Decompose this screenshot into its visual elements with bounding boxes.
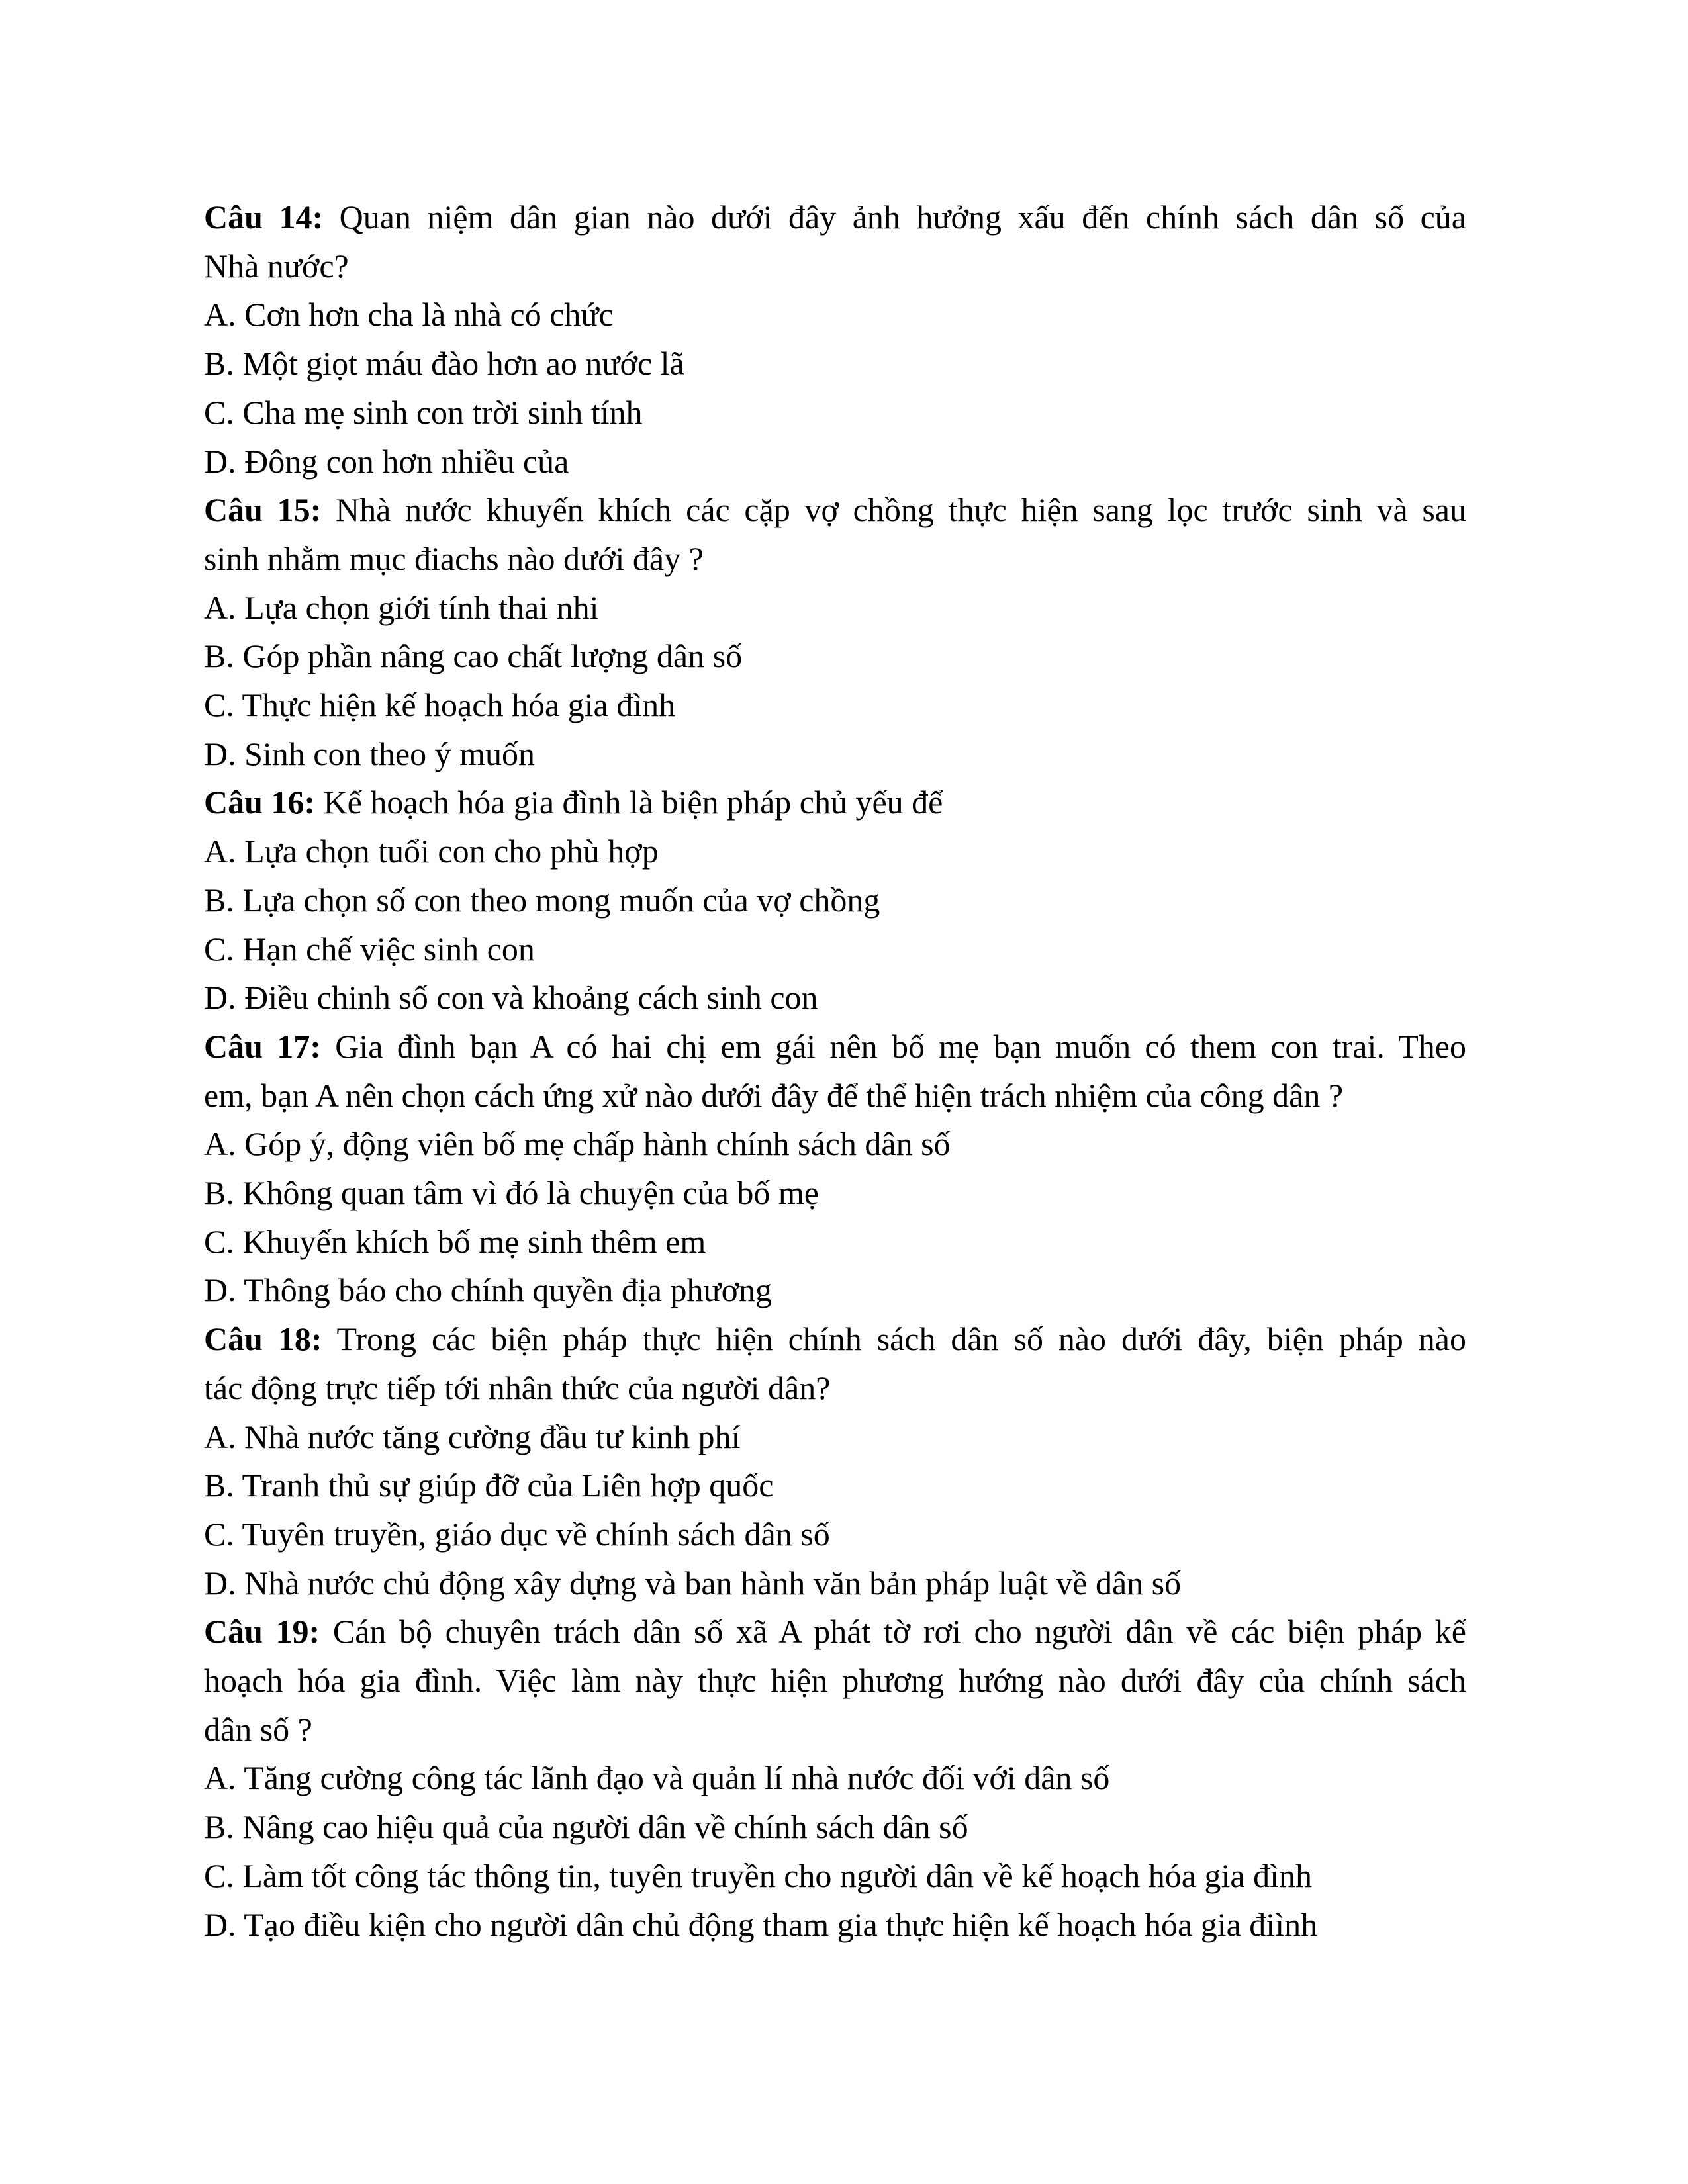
question-stem-text: tác động trực tiếp tới nhân thức của người dân? xyxy=(204,1369,831,1406)
question-label: Câu 17: xyxy=(204,1027,321,1065)
answer-option: B. Một giọt máu đào hơn ao nước lã xyxy=(204,345,684,383)
answer-option: C. Làm tốt công tác thông tin, tuyên truyền cho người dân về kế hoạch hóa gia đình xyxy=(204,1856,1312,1894)
question-stem-line xyxy=(204,242,1466,291)
question-stem-text: hoạch hóa gia đình. Việc làm này thực hiện phương hướng nào dưới đây của chính sách xyxy=(204,1662,1466,1700)
question-19 xyxy=(204,1608,1466,1949)
question-stem-text: dân số ? xyxy=(204,1710,312,1748)
question-stem-line xyxy=(204,1023,1466,1071)
question-stem-text: Kế hoạch hóa gia đình là biện pháp chủ yếu để xyxy=(323,784,943,821)
answer-option: D. Sinh con theo ý muốn xyxy=(204,735,535,772)
question-18 xyxy=(204,1315,1466,1608)
question-stem-text: Gia đình bạn A có hai chị em gái nên bố mẹ bạn muốn có them con trai. Theo xyxy=(335,1027,1467,1065)
answer-option: C. Tuyên truyền, giáo dục về chính sách dân số xyxy=(204,1515,830,1553)
question-stem-text: Nhà nước khuyến khích các cặp vợ chồng thực hiện sang lọc trước sinh và sau xyxy=(336,491,1467,529)
answer-option: D. Đông con hơn nhiều của xyxy=(204,442,569,480)
question-17 xyxy=(204,1023,1466,1315)
answer-option: C. Khuyến khích bố mẹ sinh thêm em xyxy=(204,1222,706,1260)
question-stem-line xyxy=(204,1706,1466,1754)
question-label: Câu 19: xyxy=(204,1613,320,1651)
answer-option: A. Góp ý, động viên bố mẹ chấp hành chính sách dân số xyxy=(204,1125,951,1163)
question-stem-text: Cán bộ chuyên trách dân số xã A phát tờ rơi cho người dân về các biện pháp kế xyxy=(332,1613,1466,1651)
question-14 xyxy=(204,193,1466,486)
question-15 xyxy=(204,486,1466,778)
answer-option: B. Góp phần nâng cao chất lượng dân số xyxy=(204,637,743,675)
question-16 xyxy=(204,778,1466,1023)
question-stem-line xyxy=(204,778,1466,827)
answer-option: C. Thực hiện kế hoạch hóa gia đình xyxy=(204,686,676,723)
question-stem-line xyxy=(204,486,1466,535)
question-label: Câu 18: xyxy=(204,1320,322,1358)
answer-option: A. Lựa chọn tuổi con cho phù hợp xyxy=(204,833,659,870)
answer-option: B. Tranh thủ sự giúp đỡ của Liên hợp quốc xyxy=(204,1467,774,1504)
answer-option: A. Lựa chọn giới tính thai nhi xyxy=(204,588,599,626)
answer-option: B. Không quan tâm vì đó là chuyện của bố mẹ xyxy=(204,1174,819,1212)
answer-option: D. Nhà nước chủ động xây dựng và ban hành văn bản pháp luật về dân số xyxy=(204,1564,1182,1602)
question-stem-line xyxy=(204,1657,1466,1706)
answer-option: D. Tạo điều kiện cho người dân chủ động tham gia thực hiện kế hoạch hóa gia điình xyxy=(204,1905,1318,1943)
answer-option: B. Lựa chọn số con theo mong muốn của vợ chồng xyxy=(204,881,880,919)
question-stem-text: Quan niệm dân gian nào dưới đây ảnh hưởng xấu đến chính sách dân số của xyxy=(339,199,1467,236)
answer-option: B. Nâng cao hiệu quả của người dân về chính sách dân số xyxy=(204,1808,968,1846)
answer-option: C. Cha mẹ sinh con trời sinh tính xyxy=(204,393,643,431)
answer-option: C. Hạn chế việc sinh con xyxy=(204,930,535,968)
question-stem-line xyxy=(204,1071,1466,1120)
question-stem-line xyxy=(204,193,1466,242)
answer-option: A. Cơn hơn cha là nhà có chức xyxy=(204,296,614,334)
question-stem-text: Trong các biện pháp thực hiện chính sách dân số nào dưới đây, biện pháp nào xyxy=(336,1320,1467,1358)
answer-option: D. Thông báo cho chính quyền địa phương xyxy=(204,1271,773,1309)
question-label: Câu 15: xyxy=(204,491,322,529)
question-stem-text: em, bạn A nên chọn cách ứng xử nào dưới đây để thể hiện trách nhiệm của công dân ? xyxy=(204,1076,1344,1114)
question-label: Câu 14: xyxy=(204,199,324,236)
question-stem-text: Nhà nước? xyxy=(204,247,349,285)
question-stem-line xyxy=(204,1364,1466,1413)
question-stem-line xyxy=(204,1315,1466,1364)
document-page xyxy=(204,193,1466,1949)
answer-option: D. Điều chinh số con và khoảng cách sinh con xyxy=(204,979,818,1017)
answer-option: A. Tăng cường công tác lãnh đạo và quản lí nhà nước đối với dân số xyxy=(204,1759,1110,1797)
question-stem-line xyxy=(204,1608,1466,1657)
answer-option: A. Nhà nước tăng cường đầu tư kinh phí xyxy=(204,1418,741,1455)
question-stem-text: sinh nhằm mục điachs nào dưới đây ? xyxy=(204,539,704,577)
question-label: Câu 16: xyxy=(204,784,316,821)
question-stem-line xyxy=(204,535,1466,584)
